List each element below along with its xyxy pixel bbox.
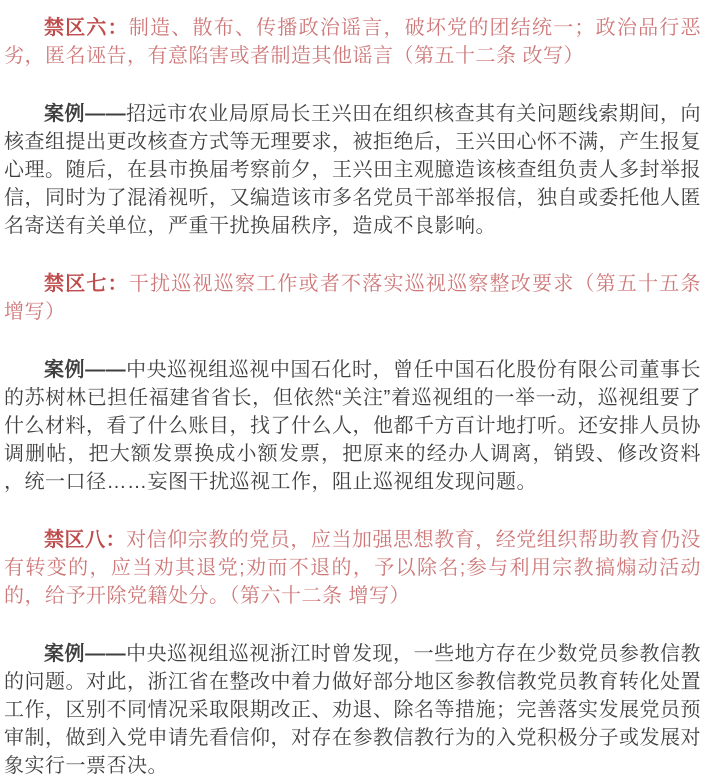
- case-label: 案例——: [44, 103, 127, 125]
- case-text: 招远市农业局原局长王兴田在组织核查其有关问题线索期间，向核查组提出更改核查方式等无理要求，被拒绝后，王兴田心怀不满，产生报复心理。随后，在县市换届考察前夕，王兴田主观臆造该核查组负责人多封举报信，同时为了混淆视听，又编造该市多名党员干部举报信，独自或委托他人匿名寄送有关单位，严重干扰换届秩序，造成不良影响。: [4, 103, 702, 237]
- rule-text: 对信仰宗教的党员，应当加强思想教育，经党组织帮助教育仍没有转变的，应当劝其退党;劝而不退的，予以除名;参与利用宗教搞煽动活动的，给予开除党籍处分。（第六十二条 增写）: [4, 529, 702, 607]
- rule-label: 禁区六：: [44, 17, 129, 39]
- case-paragraph: [4, 356, 701, 496]
- case-label: 案例——: [44, 643, 127, 665]
- case-text: 中央巡视组巡视浙江时曾发现，一些地方存在少数党员参教信教的问题。对此，浙江省在整改中着力做好部分地区参教信教党员教育转化处置工作，区别不同情况采取限期改正、劝退、除名等措施；完善落实发展党员预审制，做到入党申请先看信仰，对存在参教信教行为的入党积极分子或发展对象实行一票否决。: [4, 643, 702, 777]
- rule-heading-eight: [4, 526, 701, 610]
- rule-text: 制造、散布、传播政治谣言，破坏党的团结统一；政治品行恶劣，匿名诬告，有意陷害或者制造其他谣言（第五十二条 改写）: [4, 17, 702, 67]
- rule-heading-six: [4, 14, 701, 70]
- case-paragraph: [4, 100, 701, 240]
- rule-label: 禁区七：: [44, 273, 129, 295]
- case-label: 案例——: [44, 359, 127, 381]
- rule-text: 干扰巡视巡察工作或者不落实巡视巡察整改要求（第五十五条 增写）: [4, 273, 702, 323]
- rule-heading-seven: [4, 270, 701, 326]
- rule-label: 禁区八：: [44, 529, 127, 551]
- case-paragraph: [4, 640, 701, 780]
- case-text: 中央巡视组巡视中国石化时，曾任中国石化股份有限公司董事长的苏树林已担任福建省省长，但依然“关注”着巡视组的一举一动，巡视组要了什么材料，看了什么账目，找了什么人，他都千方百计地打听。还安排人员协调删帖，把大额发票换成小额发票，把原来的经办人调离，销毁、修改资料 ，统一口径……妄图干扰巡视工作，阻止巡视组发现问题。: [4, 359, 702, 493]
